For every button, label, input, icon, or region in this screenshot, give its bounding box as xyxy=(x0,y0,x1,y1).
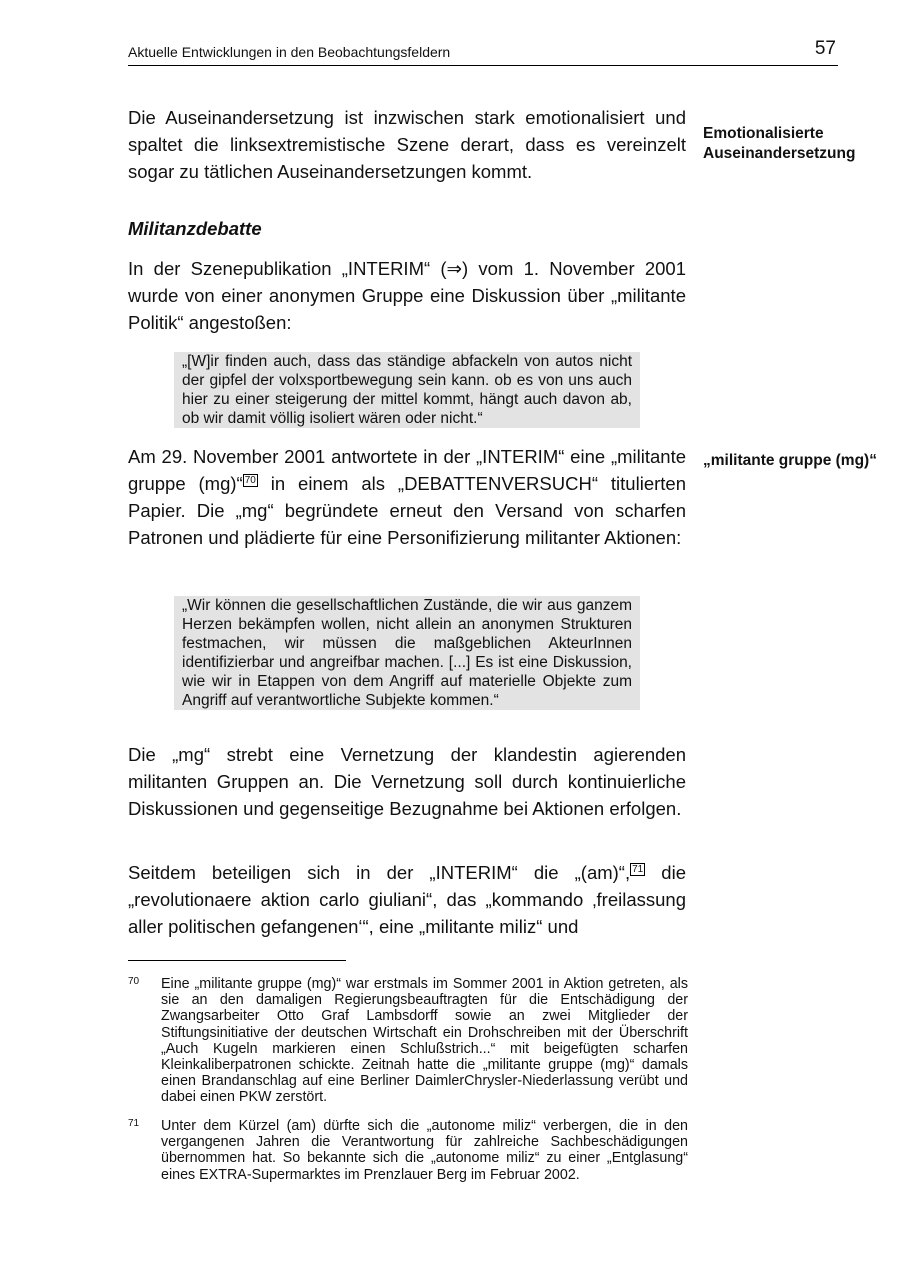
footnote-text: Eine „militante gruppe (mg)“ war erstmals im Sommer 2001 in Aktion getreten, als sie an den damaligen Regierungsbeauftragten für die Entschädigung der Zwangsarbeiter Otto Graf Lambsdorff sowie an zwei Mitglieder der Stiftungsinitiative der deutschen Wirtschaft ein Drohschreiben mit der Überschrift „Auch Kugeln markieren einen Schlußstrich...“ mit beigefügten scharfen Kleinkaliberpatronen schickte. Zeitnah hatte die „militante gruppe (mg)“ damals einen Brandanschlag auf eine Berliner DaimlerChrysler-Niederlassung verübt und dabei einen PKW zerstört. xyxy=(161,976,688,1106)
footnote-number: 70 xyxy=(128,976,140,987)
paragraph-text: die „revolutionaere aktion carlo giuliani“, das „kommando ‚freilassung aller politischen gefangenen‘“, eine „militante miliz“ und xyxy=(128,862,686,937)
paragraph-text: Seitdem beteiligen sich in der „INTERIM“ die „(am)“, xyxy=(128,862,631,883)
footnote-reference-71[interactable]: 71 xyxy=(632,863,644,875)
paragraph-participating-groups xyxy=(128,859,686,940)
paragraph-emotionalized-debate: Die Auseinandersetzung ist inzwischen stark emotionalisiert und spaltet die linksextremistische Szene derart, dass es vereinzelt sogar zu tätlichen Auseinandersetzungen kommt. xyxy=(128,107,686,182)
paragraph-mg-response xyxy=(128,443,686,551)
blockquote-mg-statement: „Wir können die gesellschaftlichen Zustände, die wir aus ganzem Herzen bekämpfen wollen, nicht allein an anonymen Strukturen festmachen, wir müssen die maßgeblichen AkteurInnen identifizierbar und angreifbar machen. [...] Es ist eine Diskussion, wie wir in Etappen von dem Angriff auf materielle Objekte zum Angriff auf verantwortliche Subjekte kommen.“ xyxy=(174,596,640,710)
footnote-separator xyxy=(128,960,346,961)
running-header-title: Aktuelle Entwicklungen in den Beobachtungsfeldern xyxy=(128,44,451,60)
paragraph-text: Am 29. November 2001 antwortete in der „INTERIM“ eine „militante gruppe (mg)“ xyxy=(128,446,686,494)
section-heading: Militanzdebatte xyxy=(128,218,262,239)
paragraph-interim-discussion: In der Szenepublikation „INTERIM“ (⇒) vom 1. November 2001 wurde von einer anonymen Gruppe eine Diskussion über „militante Politik“ angestoßen: xyxy=(128,258,686,333)
blockquote-volxsport: „[W]ir finden auch, dass das ständige abfackeln von autos nicht der gipfel der volxsportbewegung sein kann. ob es von uns auch hier zu einer steigerung der mittel kommt, hängt auch davon ab, ob wir damit völlig isoliert wären oder nicht.“ xyxy=(174,352,640,428)
margin-note-emotionalized: Emotionalisierte Auseinandersetzung xyxy=(703,125,856,162)
footnote-number: 71 xyxy=(128,1118,140,1129)
paragraph-text: in einem als „DEBATTENVERSUCH“ titulierten Papier. Die „mg“ begründete erneut den Versand von scharfen Patronen und plädierte für eine Personifizierung militanter Aktionen: xyxy=(128,473,686,548)
footnote-reference-70[interactable]: 70 xyxy=(244,474,256,486)
margin-note-militante-gruppe: „militante gruppe (mg)“ xyxy=(703,452,877,469)
footnote-70 xyxy=(128,976,688,1106)
page-number: 57 xyxy=(814,38,836,59)
footnote-text: Unter dem Kürzel (am) dürfte sich die „autonome miliz“ verbergen, die in den vergangenen Jahren die Verantwortung für zahlreiche Sachbeschädigungen übernommen hat. So bekannte sich die „autonome miliz“ zu einer „Entglasung“ eines EXTRA-Supermarktes im Prenzlauer Berg im Februar 2002. xyxy=(161,1118,688,1183)
page-header xyxy=(128,38,838,66)
paragraph-mg-networking: Die „mg“ strebt eine Vernetzung der klandestin agierenden militanten Gruppen an. Die Vernetzung soll durch kontinuierliche Diskussionen und gegenseitige Bezugnahme bei Aktionen erfolgen. xyxy=(128,744,686,819)
footnote-71 xyxy=(128,1118,688,1183)
